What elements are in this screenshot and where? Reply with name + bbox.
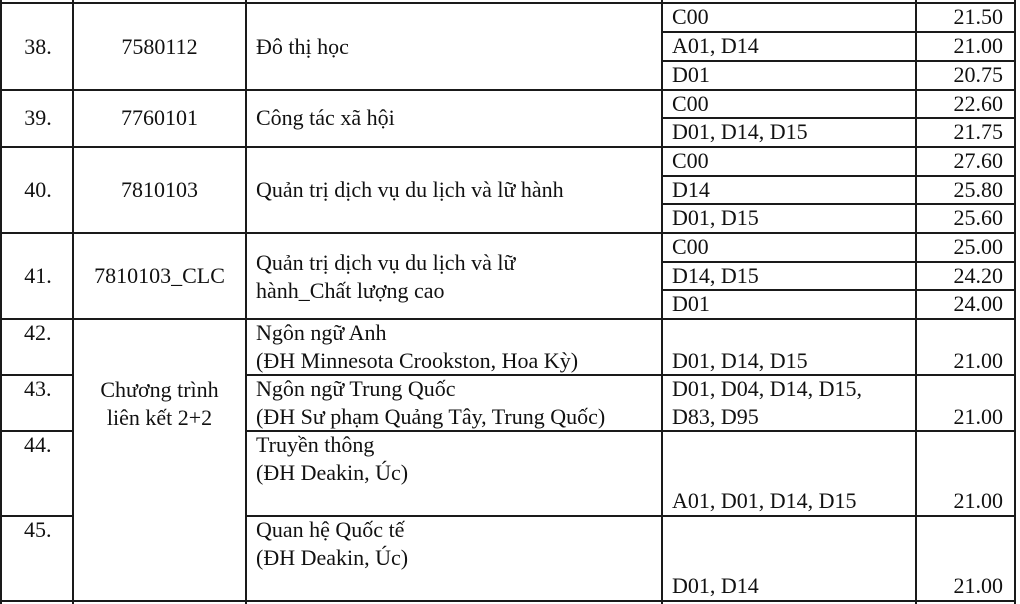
subject-combo: D01, D15 <box>672 205 759 230</box>
cutoff-score: 25.00 <box>953 234 1003 259</box>
program-name-line2: (ĐH Deakin, Úc) <box>256 545 409 570</box>
subject-combo: C00 <box>672 234 709 259</box>
grid-line <box>0 89 1016 91</box>
program-type-line2: liên kết 2+2 <box>106 405 213 430</box>
cutoff-score: 21.00 <box>953 348 1003 373</box>
cutoff-score: 21.00 <box>953 488 1003 513</box>
cutoff-score: 20.75 <box>953 62 1003 87</box>
cutoff-score: 25.80 <box>953 177 1003 202</box>
program-name-line2: (ĐH Minnesota Crookston, Hoa Kỳ) <box>256 348 579 373</box>
grid-line <box>0 2 1016 4</box>
grid-line <box>0 600 1016 602</box>
cutoff-score: 21.50 <box>953 4 1003 29</box>
program-code: 7810103_CLC <box>94 263 225 288</box>
row-number: 39. <box>24 105 52 130</box>
subject-combo: D01, D14 <box>672 573 759 598</box>
program-name-line2: (ĐH Sư phạm Quảng Tây, Trung Quốc) <box>256 404 606 429</box>
row-number: 45. <box>24 517 52 542</box>
subject-combo: D83, D95 <box>672 404 759 429</box>
grid-line <box>0 318 1016 320</box>
cutoff-score: 25.60 <box>953 205 1003 230</box>
program-code: 7580112 <box>121 34 198 59</box>
cutoff-score: 22.60 <box>953 91 1003 116</box>
subject-combo: D01 <box>672 62 710 87</box>
subject-combo: C00 <box>672 91 709 116</box>
program-name-line1: Truyền thông <box>256 432 375 457</box>
program-name: Đô thị học <box>256 34 349 59</box>
subject-combo: A01, D01, D14, D15 <box>672 488 857 513</box>
grid-line <box>0 232 1016 234</box>
cutoff-score: 24.00 <box>953 291 1003 316</box>
program-code: 7760101 <box>121 105 198 130</box>
program-name: Quản trị dịch vụ du lịch và lữ hành <box>256 177 564 202</box>
row-number: 42. <box>24 320 52 345</box>
cutoff-score: 21.75 <box>953 119 1003 144</box>
cutoff-score: 24.20 <box>953 263 1003 288</box>
subject-combo: D01, D14, D15 <box>672 348 808 373</box>
row-number: 38. <box>24 34 52 59</box>
program-name-line1: Ngôn ngữ Trung Quốc <box>256 376 456 401</box>
program-code: 7810103 <box>121 177 198 202</box>
cutoff-score: 21.00 <box>953 33 1003 58</box>
subject-combo: C00 <box>672 148 709 173</box>
subject-combo: D01, D14, D15 <box>672 119 808 144</box>
subject-combo: D01, D04, D14, D15, <box>672 376 863 401</box>
cutoff-score: 27.60 <box>953 148 1003 173</box>
program-name-line2: (ĐH Deakin, Úc) <box>256 460 409 485</box>
row-number: 44. <box>24 432 52 457</box>
row-number: 43. <box>24 376 52 401</box>
subject-combo: C00 <box>672 4 709 29</box>
program-type-line1: Chương trình <box>100 377 219 402</box>
subject-combo: D14 <box>672 177 710 202</box>
program-name-line1: Quản trị dịch vụ du lịch và lữ <box>256 250 516 275</box>
cutoff-score: 21.00 <box>953 404 1003 429</box>
program-name-line1: Ngôn ngữ Anh <box>256 320 387 345</box>
row-number: 41. <box>24 263 52 288</box>
program-name: Công tác xã hội <box>256 105 395 130</box>
program-name-line1: Quan hệ Quốc tế <box>256 517 405 542</box>
cutoff-score: 21.00 <box>953 573 1003 598</box>
subject-combo: A01, D14 <box>672 33 759 58</box>
program-name-line2: hành_Chất lượng cao <box>256 278 445 303</box>
subject-combo: D01 <box>672 291 710 316</box>
grid-line <box>0 146 1016 148</box>
subject-combo: D14, D15 <box>672 263 759 288</box>
row-number: 40. <box>24 177 52 202</box>
